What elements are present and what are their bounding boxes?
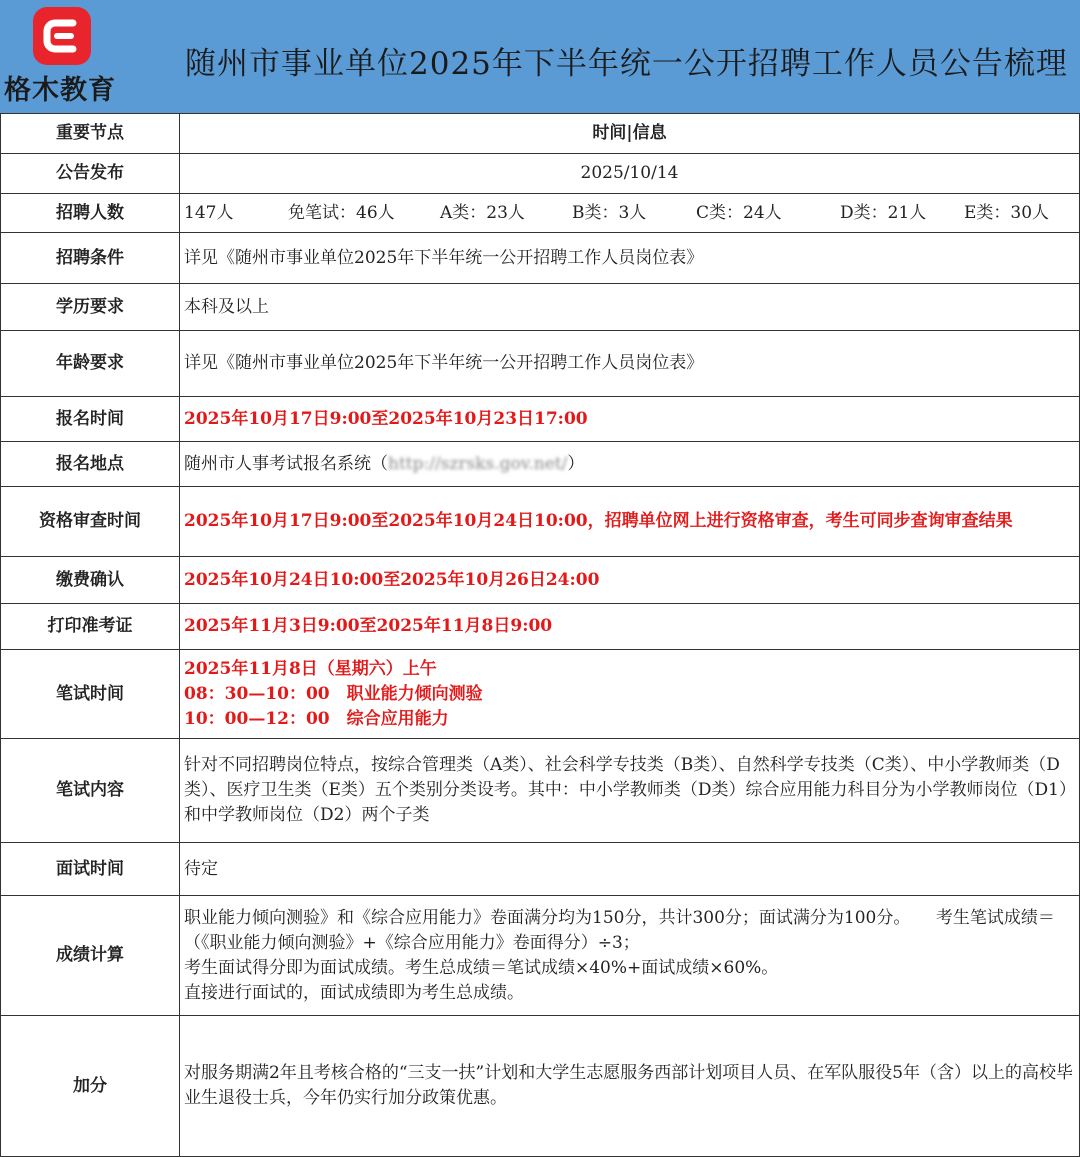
row-value [180, 896, 1080, 1016]
recruit-total: 147人 [184, 202, 234, 223]
score-line: 职业能力倾向测验》和《综合应用能力》卷面满分均为150分，共计300分；面试满分为100分。 考生笔试成绩＝（《职业能力倾向测验》+《综合应用能力》卷面得分）÷3； [184, 907, 1055, 953]
row-label: 公告发布 [1, 154, 180, 194]
row-value: 2025年10月17日9:00至2025年10月23日17:00 [180, 397, 1080, 442]
score-line: 直接进行面试的，面试成绩即为考生总成绩。 [184, 982, 524, 1003]
recruit-e: E类：30人 [964, 202, 1050, 223]
score-line: 考生面试得分即为面试成绩。考生总成绩＝笔试成绩×40%+面试成绩×60%。 [184, 957, 779, 978]
written-time-line: 08：30—10：00 职业能力倾向测验 [184, 683, 483, 704]
brand-name: 格木教育 [4, 75, 116, 106]
row-label: 招聘人数 [1, 194, 180, 233]
header-value: 时间|信息 [180, 114, 1080, 154]
recruit-a: A类：23人 [440, 202, 525, 223]
row-signup-place [1, 442, 1080, 487]
written-time-line: 10：00—12：00 综合应用能力 [184, 708, 449, 729]
row-admit-card [1, 604, 1080, 650]
signup-place-close: ） [567, 453, 585, 474]
header-banner [0, 0, 1080, 113]
row-label: 招聘条件 [1, 233, 180, 284]
written-time-line: 2025年11月8日（星期六）上午 [184, 658, 437, 679]
info-table [0, 113, 1080, 1157]
brand-logo-icon [33, 7, 91, 65]
row-label: 面试时间 [1, 843, 180, 896]
row-payment [1, 557, 1080, 604]
row-label: 打印准考证 [1, 604, 180, 650]
row-value: 2025/10/14 [180, 154, 1080, 194]
row-bonus [1, 1016, 1080, 1157]
row-value: 详见《随州市事业单位2025年下半年统一公开招聘工作人员岗位表》 [180, 233, 1080, 284]
row-value: 2025年10月17日9:00至2025年10月24日10:00，招聘单位网上进行资格审查，考生可同步查询审查结果 [180, 487, 1080, 557]
row-value: 详见《随州市事业单位2025年下半年统一公开招聘工作人员岗位表》 [180, 331, 1080, 397]
row-education [1, 284, 1080, 331]
row-label: 资格审查时间 [1, 487, 180, 557]
row-review [1, 487, 1080, 557]
row-value: 2025年10月24日10:00至2025年10月26日24:00 [180, 557, 1080, 604]
row-label: 报名时间 [1, 397, 180, 442]
row-label: 加分 [1, 1016, 180, 1157]
row-label: 报名地点 [1, 442, 180, 487]
row-written-time [1, 650, 1080, 739]
row-value: 2025年11月3日9:00至2025年11月8日9:00 [180, 604, 1080, 650]
row-announce [1, 154, 1080, 194]
row-label: 年龄要求 [1, 331, 180, 397]
row-value [180, 442, 1080, 487]
page-title: 随州市事业单位2025年下半年统一公开招聘工作人员公告梳理 [185, 46, 1068, 82]
recruit-d: D类：21人 [840, 202, 927, 223]
row-label: 笔试内容 [1, 739, 180, 843]
row-label: 成绩计算 [1, 896, 180, 1016]
row-value [180, 650, 1080, 739]
row-written-content [1, 739, 1080, 843]
row-value: 对服务期满2年且考核合格的“三支一扶”计划和大学生志愿服务西部计划项目人员、在军队服役5年（含）以上的高校毕业生退役士兵，今年仍实行加分政策优惠。 [180, 1016, 1080, 1157]
row-conditions [1, 233, 1080, 284]
row-value: 待定 [180, 843, 1080, 896]
row-score [1, 896, 1080, 1016]
table-header-row [1, 114, 1080, 154]
recruit-b: B类：3人 [572, 202, 647, 223]
signup-place-text: 随州市人事考试报名系统（ [184, 453, 388, 474]
row-recruit [1, 194, 1080, 233]
row-interview [1, 843, 1080, 896]
row-value: 针对不同招聘岗位特点，按综合管理类（A类）、社会科学专技类（B类）、自然科学专技类（C类）、中小学教师类（D类）、医疗卫生类（E类）五个类别分类设考。其中：中小学教师类（D类）综合应用能力科目分为小学教师岗位（D1）和中学教师岗位（D2）两个子类 [180, 739, 1080, 843]
row-label: 笔试时间 [1, 650, 180, 739]
header-label: 重要节点 [1, 114, 180, 154]
row-age [1, 331, 1080, 397]
recruit-c: C类：24人 [696, 202, 782, 223]
row-signup-time [1, 397, 1080, 442]
recruit-counts [180, 194, 1080, 233]
row-label: 缴费确认 [1, 557, 180, 604]
row-label: 学历要求 [1, 284, 180, 331]
signup-url-link[interactable]: http://szrsks.gov.net/ [388, 453, 568, 474]
row-value: 本科及以上 [180, 284, 1080, 331]
recruit-exempt: 免笔试：46人 [288, 202, 395, 223]
